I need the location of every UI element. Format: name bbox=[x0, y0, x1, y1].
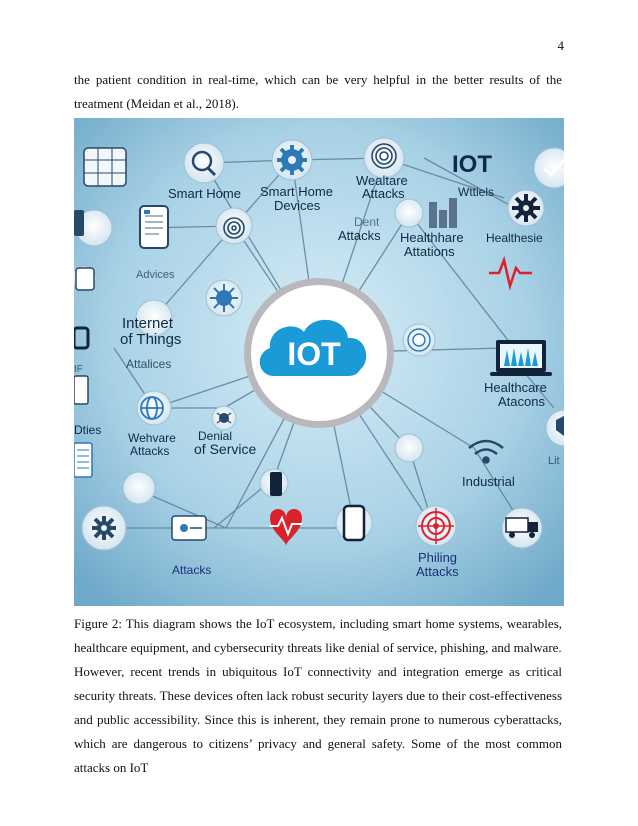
label-industrial: Industrial bbox=[462, 474, 515, 489]
iot-diagram bbox=[74, 118, 564, 606]
truck-icon bbox=[502, 508, 542, 548]
body-paragraph: However, recent trends in ubiquitous IoT connectivity and integration emerge as critical security threats. These devices often lack robust security layers due to their cost-effectiveness and public accessibility. Since this is inherent, they remain prone to numerous cyberattacks, which are dangerous to citizens’ privacy and general safety. Some of the most common attacks on IoT bbox=[74, 664, 562, 775]
label-internet-1: Internet bbox=[122, 315, 173, 332]
label-internet-2: of Things bbox=[120, 331, 182, 348]
page-number: 4 bbox=[557, 38, 564, 53]
label-healthesse: Healthesie bbox=[486, 231, 543, 245]
label-wehvare-2: Attacks bbox=[130, 444, 170, 458]
smartphone-icon bbox=[270, 472, 282, 496]
laptop-icon bbox=[490, 340, 552, 376]
smart-home-grid-icon bbox=[84, 148, 126, 186]
label-denial-2: of Service bbox=[194, 441, 257, 457]
label-lit: Lit bbox=[548, 455, 560, 467]
label-healthcare-attacks-1: Healthcare bbox=[484, 380, 547, 395]
iot-figure bbox=[74, 118, 564, 606]
bottom-gear-icon bbox=[92, 516, 116, 540]
tablet-icon bbox=[140, 206, 168, 248]
phone-icon bbox=[74, 210, 84, 236]
label-smart-home-devices-2: Devices bbox=[274, 198, 321, 213]
server-icon bbox=[172, 516, 206, 540]
label-wearable-1: Wealtare bbox=[356, 173, 408, 188]
figure-caption: Figure 2: This diagram shows the IoT ecosystem, including smart home systems, wearables, healthcare equipment, and cybersecurity threats like denial of service, phishing, and malware. bbox=[74, 616, 562, 655]
body-text bbox=[74, 612, 562, 780]
label-phishing-2: Attacks bbox=[416, 564, 459, 579]
intro-paragraph: the patient condition in real-time, which can be very helpful in the better results of the treatment (Meidan et al., 2018). bbox=[74, 72, 562, 111]
label-healthbare-2: Attations bbox=[404, 244, 455, 259]
label-attacks-bottom: Attacks bbox=[172, 563, 212, 577]
label-denial-1: Denial bbox=[198, 429, 233, 443]
label-wearable-2: Attacks bbox=[362, 186, 405, 201]
label-smart-home: Smart Home bbox=[168, 186, 241, 201]
label-dent-2: Attacks bbox=[338, 228, 381, 243]
label-wttels: Wttiels bbox=[458, 185, 494, 199]
label-dent-1: Dent bbox=[354, 215, 380, 229]
label-dties: Dties bbox=[74, 423, 102, 437]
label-iot-top: IOT bbox=[452, 151, 492, 178]
mobile-device-icon bbox=[344, 506, 364, 540]
label-advices: Advices bbox=[136, 269, 175, 281]
label-wehvare-1: Wehvare bbox=[128, 431, 176, 445]
label-attalices: Attalices bbox=[126, 357, 172, 371]
label-healthcare-attacks-2: Atacons bbox=[498, 394, 545, 409]
label-healthbare-1: Healthhare bbox=[400, 230, 464, 245]
settings-gear-icon bbox=[508, 190, 544, 226]
label-phishing-1: Philing bbox=[418, 550, 458, 565]
label-smart-home-devices-1: Smart Home bbox=[260, 184, 333, 199]
central-iot-node bbox=[244, 278, 394, 428]
gear-icon bbox=[277, 145, 307, 175]
label-ir: IF bbox=[74, 364, 83, 375]
center-iot-label: IOT bbox=[287, 336, 341, 372]
virus-icon bbox=[210, 284, 238, 312]
bug-icon bbox=[217, 413, 231, 423]
